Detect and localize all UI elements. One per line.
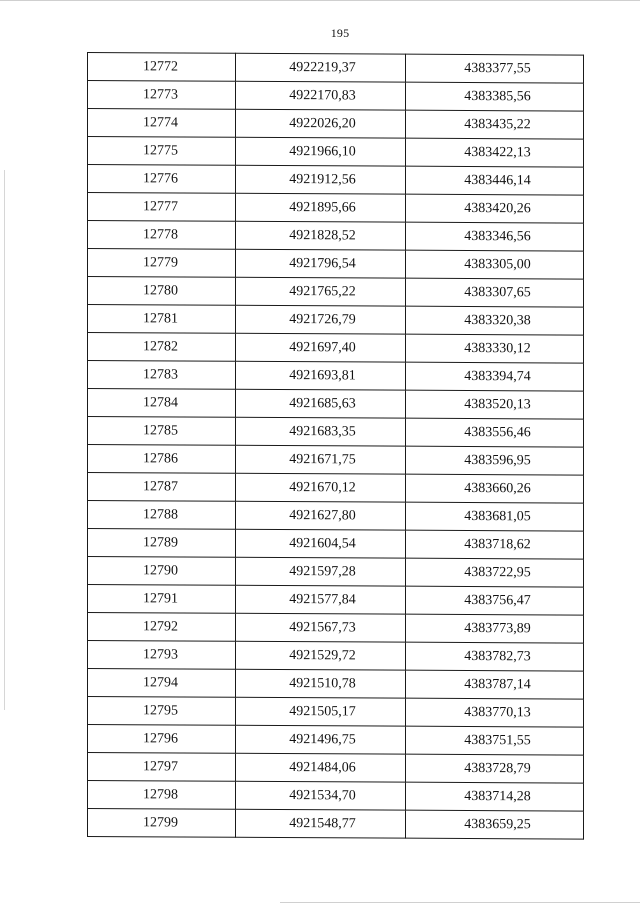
point-number-cell: 12792	[88, 613, 236, 642]
y-coordinate-cell: 4383681,05	[406, 502, 584, 531]
x-coordinate-cell: 4921685,63	[236, 389, 406, 418]
y-coordinate-cell: 4383770,13	[406, 698, 584, 727]
x-coordinate-cell: 4921671,75	[236, 445, 406, 474]
table-row	[88, 193, 584, 224]
x-coordinate-cell: 4921683,35	[236, 417, 406, 446]
page-number: 195	[330, 26, 350, 40]
y-coordinate-cell: 4383420,26	[406, 194, 584, 223]
scan-edge-left	[4, 170, 5, 710]
point-number-cell: 12790	[88, 557, 236, 586]
table-row	[88, 501, 584, 532]
y-coordinate-cell: 4383782,73	[406, 642, 584, 671]
table-row	[88, 613, 584, 644]
x-coordinate-cell: 4921505,17	[236, 697, 406, 726]
table-row	[88, 361, 584, 392]
point-number-cell: 12783	[88, 361, 236, 390]
table-row	[88, 725, 584, 756]
point-number-cell: 12785	[88, 417, 236, 446]
point-number-cell: 12780	[88, 277, 236, 306]
y-coordinate-cell: 4383320,38	[406, 306, 584, 335]
y-coordinate-cell: 4383728,79	[406, 754, 584, 783]
x-coordinate-cell: 4921693,81	[236, 361, 406, 390]
table-row	[88, 529, 584, 560]
point-number-cell: 12772	[88, 53, 236, 82]
point-number-cell: 12777	[88, 193, 236, 222]
point-number-cell: 12797	[88, 753, 236, 782]
y-coordinate-cell: 4383596,95	[406, 446, 584, 475]
table-row	[88, 137, 584, 168]
y-coordinate-cell: 4383520,13	[406, 390, 584, 419]
y-coordinate-cell: 4383305,00	[406, 250, 584, 279]
table-row	[88, 417, 584, 448]
coordinates-table	[87, 52, 584, 840]
table-row	[88, 445, 584, 476]
y-coordinate-cell: 4383659,25	[406, 810, 584, 839]
y-coordinate-cell: 4383660,26	[406, 474, 584, 503]
x-coordinate-cell: 4921796,54	[236, 249, 406, 278]
table-row	[88, 221, 584, 252]
point-number-cell: 12799	[88, 809, 236, 838]
y-coordinate-cell: 4383714,28	[406, 782, 584, 811]
x-coordinate-cell: 4921496,75	[236, 725, 406, 754]
table-row	[88, 753, 584, 784]
x-coordinate-cell: 4921828,52	[236, 221, 406, 250]
x-coordinate-cell: 4921912,56	[236, 165, 406, 194]
y-coordinate-cell: 4383346,56	[406, 222, 584, 251]
x-coordinate-cell: 4921548,77	[236, 809, 406, 838]
table-row	[88, 585, 584, 616]
y-coordinate-cell: 4383307,65	[406, 278, 584, 307]
table-row	[88, 641, 584, 672]
point-number-cell: 12793	[88, 641, 236, 670]
x-coordinate-cell: 4921577,84	[236, 585, 406, 614]
x-coordinate-cell: 4922170,83	[236, 81, 406, 110]
table-row	[88, 669, 584, 700]
coordinates-table-body	[88, 53, 584, 840]
x-coordinate-cell: 4922026,20	[236, 109, 406, 138]
table-row	[88, 809, 584, 840]
y-coordinate-cell: 4383377,55	[406, 54, 584, 83]
point-number-cell: 12774	[88, 109, 236, 138]
point-number-cell: 12782	[88, 333, 236, 362]
table-row	[88, 389, 584, 420]
x-coordinate-cell: 4921604,54	[236, 529, 406, 558]
x-coordinate-cell: 4921697,40	[236, 333, 406, 362]
y-coordinate-cell: 4383422,13	[406, 138, 584, 167]
point-number-cell: 12791	[88, 585, 236, 614]
table-row	[88, 557, 584, 588]
point-number-cell: 12798	[88, 781, 236, 810]
point-number-cell: 12787	[88, 473, 236, 502]
table-row	[88, 277, 584, 308]
table-row	[88, 249, 584, 280]
x-coordinate-cell: 4921627,80	[236, 501, 406, 530]
x-coordinate-cell: 4921597,28	[236, 557, 406, 586]
point-number-cell: 12789	[88, 529, 236, 558]
x-coordinate-cell: 4921534,70	[236, 781, 406, 810]
point-number-cell: 12775	[88, 137, 236, 166]
y-coordinate-cell: 4383385,56	[406, 82, 584, 111]
point-number-cell: 12794	[88, 669, 236, 698]
point-number-cell: 12788	[88, 501, 236, 530]
coordinates-table-wrapper	[87, 52, 584, 840]
x-coordinate-cell: 4921484,06	[236, 753, 406, 782]
scan-edge-top	[0, 0, 640, 1]
y-coordinate-cell: 4383787,14	[406, 670, 584, 699]
point-number-cell: 12784	[88, 389, 236, 418]
x-coordinate-cell: 4921567,73	[236, 613, 406, 642]
y-coordinate-cell: 4383435,22	[406, 110, 584, 139]
y-coordinate-cell: 4383756,47	[406, 586, 584, 615]
table-row	[88, 81, 584, 112]
scan-edge-bottom	[280, 902, 640, 903]
x-coordinate-cell: 4921765,22	[236, 277, 406, 306]
point-number-cell: 12795	[88, 697, 236, 726]
x-coordinate-cell: 4921670,12	[236, 473, 406, 502]
y-coordinate-cell: 4383394,74	[406, 362, 584, 391]
table-row	[88, 473, 584, 504]
y-coordinate-cell: 4383446,14	[406, 166, 584, 195]
y-coordinate-cell: 4383722,95	[406, 558, 584, 587]
table-row	[88, 165, 584, 196]
point-number-cell: 12776	[88, 165, 236, 194]
point-number-cell: 12786	[88, 445, 236, 474]
point-number-cell: 12778	[88, 221, 236, 250]
y-coordinate-cell: 4383773,89	[406, 614, 584, 643]
x-coordinate-cell: 4921966,10	[236, 137, 406, 166]
y-coordinate-cell: 4383556,46	[406, 418, 584, 447]
x-coordinate-cell: 4921895,66	[236, 193, 406, 222]
table-row	[88, 53, 584, 84]
y-coordinate-cell: 4383751,55	[406, 726, 584, 755]
table-row	[88, 781, 584, 812]
y-coordinate-cell: 4383330,12	[406, 334, 584, 363]
point-number-cell: 12781	[88, 305, 236, 334]
table-row	[88, 305, 584, 336]
x-coordinate-cell: 4921529,72	[236, 641, 406, 670]
x-coordinate-cell: 4922219,37	[236, 53, 406, 82]
point-number-cell: 12779	[88, 249, 236, 278]
x-coordinate-cell: 4921726,79	[236, 305, 406, 334]
y-coordinate-cell: 4383718,62	[406, 530, 584, 559]
point-number-cell: 12773	[88, 81, 236, 110]
point-number-cell: 12796	[88, 725, 236, 754]
table-row	[88, 697, 584, 728]
x-coordinate-cell: 4921510,78	[236, 669, 406, 698]
table-row	[88, 333, 584, 364]
table-row	[88, 109, 584, 140]
